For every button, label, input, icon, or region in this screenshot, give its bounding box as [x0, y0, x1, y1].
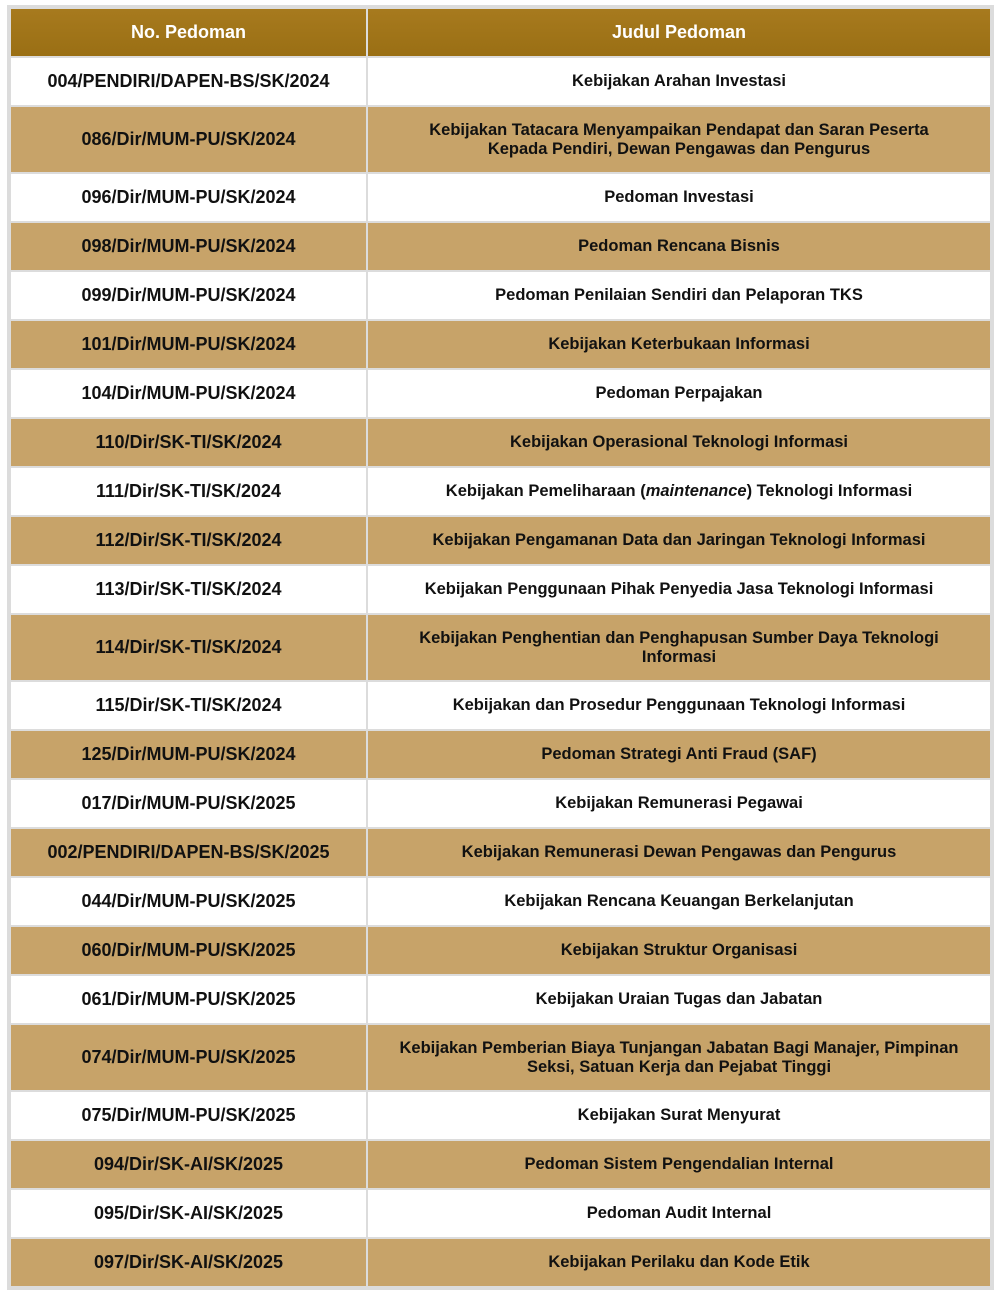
cell-judul-pedoman: Pedoman Strategi Anti Fraud (SAF)	[368, 731, 990, 778]
cell-no-pedoman: 125/Dir/MUM-PU/SK/2024	[11, 731, 366, 778]
cell-judul-pedoman: Pedoman Penilaian Sendiri dan Pelaporan TKS	[368, 272, 990, 319]
table-row	[11, 976, 990, 1023]
table-row	[11, 731, 990, 778]
cell-judul-pedoman: Kebijakan Remunerasi Dewan Pengawas dan Pengurus	[368, 829, 990, 876]
table-row	[11, 58, 990, 105]
cell-no-pedoman: 111/Dir/SK-TI/SK/2024	[11, 468, 366, 515]
cell-judul-pedoman: Kebijakan dan Prosedur Penggunaan Teknologi Informasi	[368, 682, 990, 729]
table-row	[11, 1092, 990, 1139]
cell-judul-pedoman: Kebijakan Pengamanan Data dan Jaringan Teknologi Informasi	[368, 517, 990, 564]
table-row	[11, 829, 990, 876]
table-row	[11, 615, 990, 680]
cell-no-pedoman: 113/Dir/SK-TI/SK/2024	[11, 566, 366, 613]
cell-judul-pedoman: Kebijakan Arahan Investasi	[368, 58, 990, 105]
table-row	[11, 321, 990, 368]
table-row	[11, 566, 990, 613]
table-row	[11, 682, 990, 729]
cell-judul-pedoman: Kebijakan Surat Menyurat	[368, 1092, 990, 1139]
cell-no-pedoman: 097/Dir/SK-AI/SK/2025	[11, 1239, 366, 1286]
cell-judul-pedoman	[368, 468, 990, 515]
cell-judul-pedoman: Pedoman Sistem Pengendalian Internal	[368, 1141, 990, 1188]
table-row	[11, 223, 990, 270]
cell-no-pedoman: 112/Dir/SK-TI/SK/2024	[11, 517, 366, 564]
cell-no-pedoman: 101/Dir/MUM-PU/SK/2024	[11, 321, 366, 368]
table-row	[11, 174, 990, 221]
cell-no-pedoman: 017/Dir/MUM-PU/SK/2025	[11, 780, 366, 827]
cell-judul-pedoman: Kebijakan Perilaku dan Kode Etik	[368, 1239, 990, 1286]
cell-judul-pedoman: Pedoman Perpajakan	[368, 370, 990, 417]
table-row	[11, 1141, 990, 1188]
cell-no-pedoman: 098/Dir/MUM-PU/SK/2024	[11, 223, 366, 270]
cell-no-pedoman: 110/Dir/SK-TI/SK/2024	[11, 419, 366, 466]
judul-text-italic: maintenance	[645, 482, 747, 500]
table-row	[11, 419, 990, 466]
cell-no-pedoman: 099/Dir/MUM-PU/SK/2024	[11, 272, 366, 319]
header-no-pedoman: No. Pedoman	[11, 9, 366, 56]
table-row	[11, 780, 990, 827]
judul-text-post: ) Teknologi Informasi	[746, 482, 913, 500]
cell-no-pedoman: 074/Dir/MUM-PU/SK/2025	[11, 1025, 366, 1090]
cell-no-pedoman: 096/Dir/MUM-PU/SK/2024	[11, 174, 366, 221]
header-judul-pedoman: Judul Pedoman	[368, 9, 990, 56]
table-row	[11, 1190, 990, 1237]
cell-no-pedoman: 114/Dir/SK-TI/SK/2024	[11, 615, 366, 680]
cell-judul-pedoman: Kebijakan Keterbukaan Informasi	[368, 321, 990, 368]
cell-judul-pedoman: Kebijakan Tatacara Menyampaikan Pendapat dan Saran Peserta Kepada Pendiri, Dewan Pengawas dan Pengurus	[368, 107, 990, 172]
cell-judul-pedoman: Kebijakan Penggunaan Pihak Penyedia Jasa Teknologi Informasi	[368, 566, 990, 613]
table-row	[11, 517, 990, 564]
cell-no-pedoman: 002/PENDIRI/DAPEN-BS/SK/2025	[11, 829, 366, 876]
cell-judul-pedoman: Kebijakan Pemberian Biaya Tunjangan Jabatan Bagi Manajer, Pimpinan Seksi, Satuan Kerja dan Pejabat Tinggi	[368, 1025, 990, 1090]
cell-judul-pedoman: Kebijakan Remunerasi Pegawai	[368, 780, 990, 827]
pedoman-table-frame	[7, 5, 994, 1290]
cell-no-pedoman: 086/Dir/MUM-PU/SK/2024	[11, 107, 366, 172]
cell-no-pedoman: 115/Dir/SK-TI/SK/2024	[11, 682, 366, 729]
table-row	[11, 878, 990, 925]
pedoman-table	[9, 7, 992, 1288]
cell-no-pedoman: 104/Dir/MUM-PU/SK/2024	[11, 370, 366, 417]
cell-judul-pedoman: Kebijakan Penghentian dan Penghapusan Sumber Daya Teknologi Informasi	[368, 615, 990, 680]
cell-judul-pedoman: Kebijakan Operasional Teknologi Informasi	[368, 419, 990, 466]
table-row	[11, 272, 990, 319]
cell-no-pedoman: 060/Dir/MUM-PU/SK/2025	[11, 927, 366, 974]
cell-no-pedoman: 004/PENDIRI/DAPEN-BS/SK/2024	[11, 58, 366, 105]
cell-judul-pedoman: Pedoman Audit Internal	[368, 1190, 990, 1237]
cell-judul-pedoman: Kebijakan Struktur Organisasi	[368, 927, 990, 974]
cell-no-pedoman: 094/Dir/SK-AI/SK/2025	[11, 1141, 366, 1188]
table-row	[11, 107, 990, 172]
cell-judul-pedoman: Kebijakan Rencana Keuangan Berkelanjutan	[368, 878, 990, 925]
table-row	[11, 370, 990, 417]
cell-judul-pedoman: Pedoman Investasi	[368, 174, 990, 221]
judul-text-pre: Kebijakan Pemeliharaan (	[445, 482, 646, 500]
table-row	[11, 927, 990, 974]
cell-no-pedoman: 075/Dir/MUM-PU/SK/2025	[11, 1092, 366, 1139]
cell-no-pedoman: 044/Dir/MUM-PU/SK/2025	[11, 878, 366, 925]
cell-judul-pedoman: Kebijakan Uraian Tugas dan Jabatan	[368, 976, 990, 1023]
cell-no-pedoman: 061/Dir/MUM-PU/SK/2025	[11, 976, 366, 1023]
table-row	[11, 468, 990, 515]
cell-no-pedoman: 095/Dir/SK-AI/SK/2025	[11, 1190, 366, 1237]
table-header-row	[11, 9, 990, 56]
table-row	[11, 1025, 990, 1090]
cell-judul-pedoman: Pedoman Rencana Bisnis	[368, 223, 990, 270]
table-row	[11, 1239, 990, 1286]
